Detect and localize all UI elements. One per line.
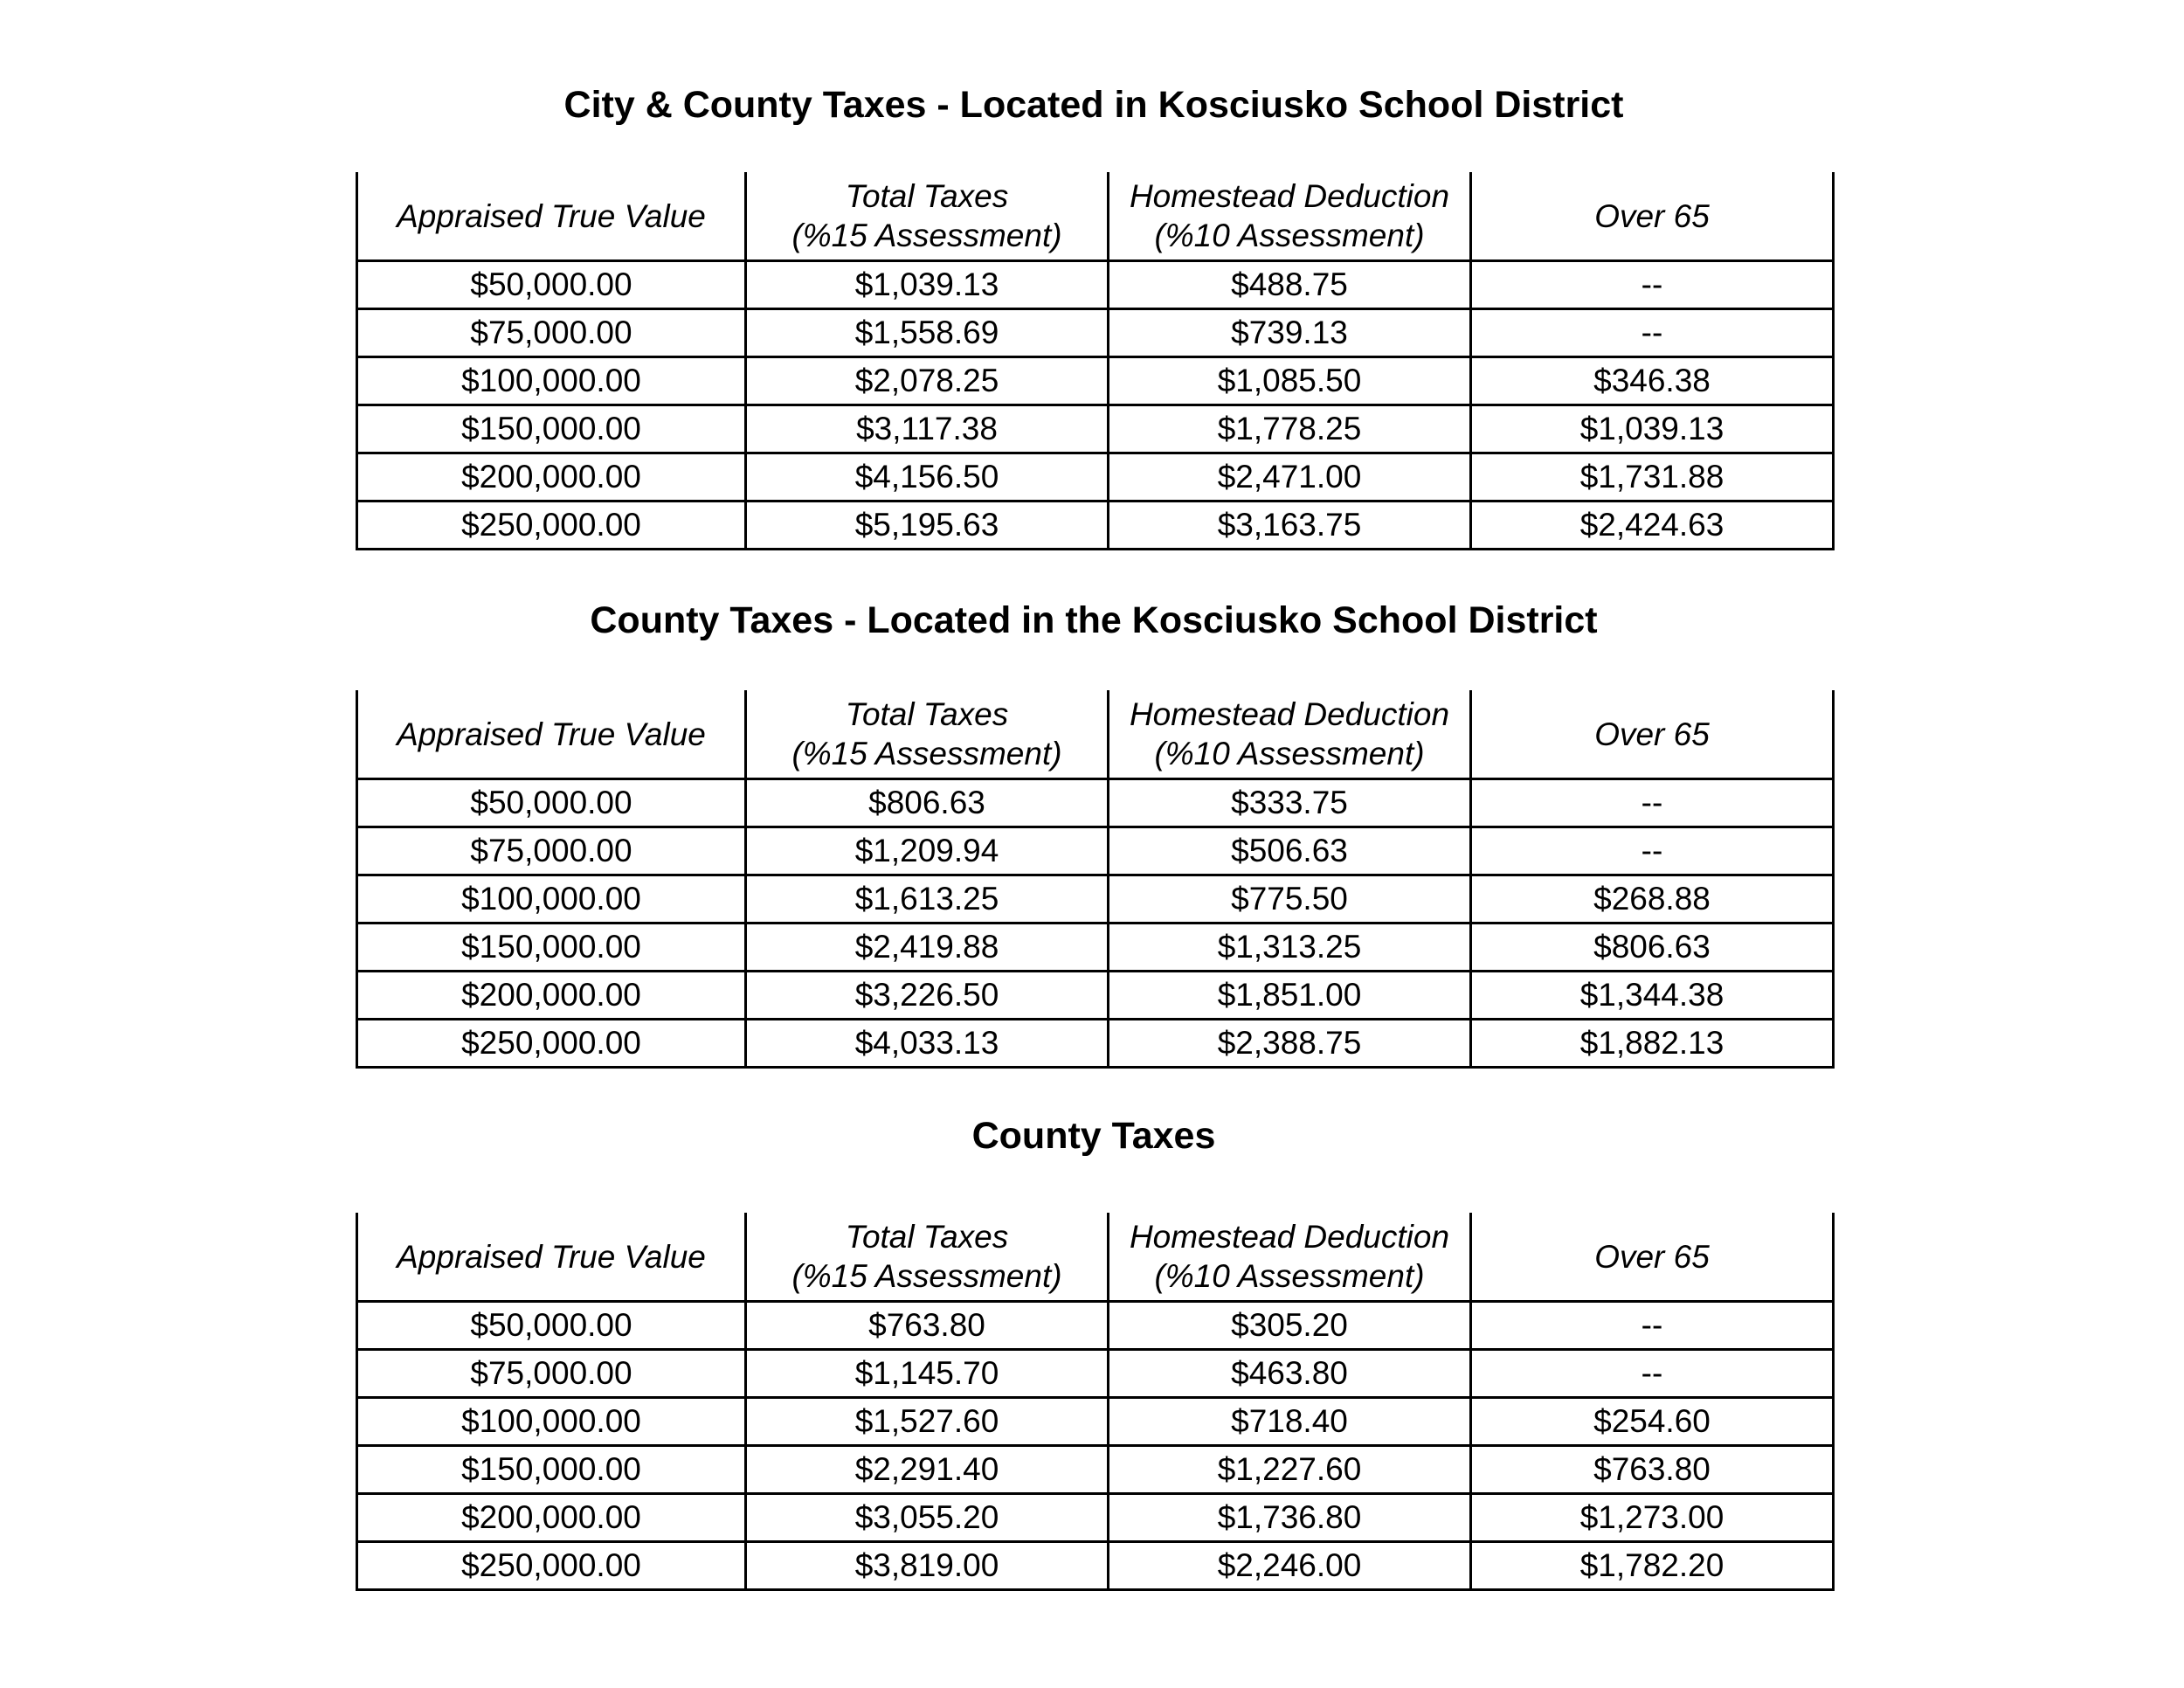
homestead-deduction-cell: $305.20 (1109, 1302, 1471, 1350)
table-row (357, 1398, 1834, 1446)
table-row (357, 453, 1834, 502)
table-row (357, 1542, 1834, 1590)
appraised-value-cell: $50,000.00 (357, 1302, 746, 1350)
total-taxes-cell: $2,419.88 (746, 924, 1109, 972)
table-row (357, 261, 1834, 309)
homestead-deduction-cell: $718.40 (1109, 1398, 1471, 1446)
appraised-value-cell: $150,000.00 (357, 924, 746, 972)
county-taxes-school-district-table (356, 690, 1835, 1069)
header-total-taxes: Total Taxes (%15 Assessment) (746, 172, 1109, 261)
homestead-deduction-cell: $2,388.75 (1109, 1020, 1471, 1068)
header-appraised-value: Appraised True Value (357, 1213, 746, 1302)
total-taxes-cell: $763.80 (746, 1302, 1109, 1350)
header-total-taxes: Total Taxes (%15 Assessment) (746, 690, 1109, 779)
homestead-deduction-cell: $488.75 (1109, 261, 1471, 309)
over-65-cell: $2,424.63 (1471, 502, 1834, 550)
appraised-value-cell: $200,000.00 (357, 972, 746, 1020)
over-65-cell: -- (1471, 1302, 1834, 1350)
table-row (357, 1494, 1834, 1542)
total-taxes-cell: $3,117.38 (746, 405, 1109, 453)
homestead-deduction-cell: $1,085.50 (1109, 357, 1471, 405)
over-65-cell: $346.38 (1471, 357, 1834, 405)
appraised-value-cell: $75,000.00 (357, 1350, 746, 1398)
table-row (357, 1302, 1834, 1350)
over-65-cell: $763.80 (1471, 1446, 1834, 1494)
table-row (357, 875, 1834, 924)
over-65-cell: $1,782.20 (1471, 1542, 1834, 1590)
homestead-deduction-cell: $2,246.00 (1109, 1542, 1471, 1590)
over-65-cell: -- (1471, 1350, 1834, 1398)
appraised-value-cell: $150,000.00 (357, 405, 746, 453)
homestead-deduction-cell: $1,736.80 (1109, 1494, 1471, 1542)
homestead-deduction-cell: $333.75 (1109, 779, 1471, 827)
header-homestead-deduction: Homestead Deduction (%10 Assessment) (1109, 172, 1471, 261)
header-over-65: Over 65 (1471, 172, 1834, 261)
header-row (357, 172, 1834, 261)
table-row (357, 924, 1834, 972)
total-taxes-cell: $1,613.25 (746, 875, 1109, 924)
table-row (357, 309, 1834, 357)
appraised-value-cell: $150,000.00 (357, 1446, 746, 1494)
section-title: City & County Taxes - Located in Kosciusko School District (563, 84, 1624, 126)
total-taxes-cell: $1,209.94 (746, 827, 1109, 875)
homestead-deduction-cell: $3,163.75 (1109, 502, 1471, 550)
homestead-deduction-cell: $463.80 (1109, 1350, 1471, 1398)
table-row (357, 1020, 1834, 1068)
appraised-value-cell: $200,000.00 (357, 453, 746, 502)
total-taxes-cell: $3,055.20 (746, 1494, 1109, 1542)
header-over-65: Over 65 (1471, 1213, 1834, 1302)
over-65-cell: $1,731.88 (1471, 453, 1834, 502)
total-taxes-cell: $1,145.70 (746, 1350, 1109, 1398)
homestead-deduction-cell: $2,471.00 (1109, 453, 1471, 502)
appraised-value-cell: $250,000.00 (357, 502, 746, 550)
total-taxes-cell: $3,226.50 (746, 972, 1109, 1020)
header-appraised-value: Appraised True Value (357, 690, 746, 779)
total-taxes-cell: $4,156.50 (746, 453, 1109, 502)
over-65-cell: $806.63 (1471, 924, 1834, 972)
total-taxes-cell: $2,291.40 (746, 1446, 1109, 1494)
city-county-taxes-table (356, 172, 1835, 550)
homestead-deduction-cell: $1,778.25 (1109, 405, 1471, 453)
appraised-value-cell: $100,000.00 (357, 1398, 746, 1446)
appraised-value-cell: $200,000.00 (357, 1494, 746, 1542)
total-taxes-cell: $4,033.13 (746, 1020, 1109, 1068)
table-row (357, 972, 1834, 1020)
over-65-cell: $1,882.13 (1471, 1020, 1834, 1068)
table-row (357, 1350, 1834, 1398)
header-homestead-deduction: Homestead Deduction (%10 Assessment) (1109, 1213, 1471, 1302)
total-taxes-cell: $806.63 (746, 779, 1109, 827)
header-row (357, 690, 1834, 779)
homestead-deduction-cell: $775.50 (1109, 875, 1471, 924)
total-taxes-cell: $5,195.63 (746, 502, 1109, 550)
homestead-deduction-cell: $1,227.60 (1109, 1446, 1471, 1494)
appraised-value-cell: $100,000.00 (357, 357, 746, 405)
header-appraised-value: Appraised True Value (357, 172, 746, 261)
appraised-value-cell: $250,000.00 (357, 1020, 746, 1068)
over-65-cell: $1,273.00 (1471, 1494, 1834, 1542)
header-over-65: Over 65 (1471, 690, 1834, 779)
table-row (357, 827, 1834, 875)
total-taxes-cell: $2,078.25 (746, 357, 1109, 405)
over-65-cell: $254.60 (1471, 1398, 1834, 1446)
header-row (357, 1213, 1834, 1302)
appraised-value-cell: $100,000.00 (357, 875, 746, 924)
over-65-cell: $1,344.38 (1471, 972, 1834, 1020)
appraised-value-cell: $50,000.00 (357, 261, 746, 309)
header-homestead-deduction: Homestead Deduction (%10 Assessment) (1109, 690, 1471, 779)
appraised-value-cell: $75,000.00 (357, 827, 746, 875)
total-taxes-cell: $1,558.69 (746, 309, 1109, 357)
section-title: County Taxes - Located in the Kosciusko School District (590, 599, 1598, 641)
total-taxes-cell: $3,819.00 (746, 1542, 1109, 1590)
appraised-value-cell: $50,000.00 (357, 779, 746, 827)
over-65-cell: -- (1471, 309, 1834, 357)
section-title: County Taxes (971, 1115, 1216, 1157)
over-65-cell: $1,039.13 (1471, 405, 1834, 453)
appraised-value-cell: $250,000.00 (357, 1542, 746, 1590)
table-row (357, 502, 1834, 550)
over-65-cell: -- (1471, 827, 1834, 875)
homestead-deduction-cell: $1,851.00 (1109, 972, 1471, 1020)
total-taxes-cell: $1,527.60 (746, 1398, 1109, 1446)
homestead-deduction-cell: $739.13 (1109, 309, 1471, 357)
county-taxes-table (356, 1213, 1835, 1591)
homestead-deduction-cell: $506.63 (1109, 827, 1471, 875)
appraised-value-cell: $75,000.00 (357, 309, 746, 357)
over-65-cell: $268.88 (1471, 875, 1834, 924)
table-row (357, 405, 1834, 453)
header-total-taxes: Total Taxes (%15 Assessment) (746, 1213, 1109, 1302)
homestead-deduction-cell: $1,313.25 (1109, 924, 1471, 972)
over-65-cell: -- (1471, 261, 1834, 309)
total-taxes-cell: $1,039.13 (746, 261, 1109, 309)
table-row (357, 779, 1834, 827)
table-row (357, 357, 1834, 405)
table-row (357, 1446, 1834, 1494)
over-65-cell: -- (1471, 779, 1834, 827)
